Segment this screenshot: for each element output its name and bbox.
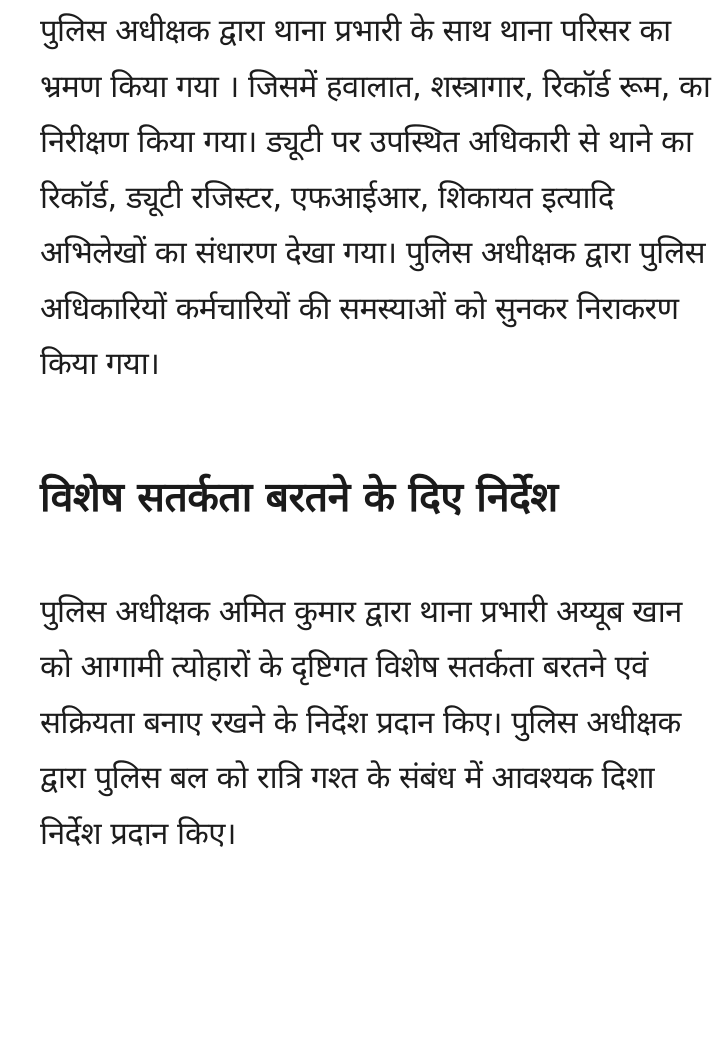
article-paragraph-inspection: पुलिस अधीक्षक द्वारा थाना प्रभारी के साथ थाना परिसर का भ्रमण किया गया । जिसमें हवालात, शस्त्रागार, रिकॉर्ड रूम, का निरीक्षण किया गया। ड्यूटी पर उपस्थित अधिकारी से थाने का रिकॉर्ड, ड्यूटी रजिस्टर, एफआईआर, शिकायत इत्यादि अभिलेखों का संधारण देखा गया। पुलिस अधीक्षक द्वारा पुलिस अधिकारियों कर्मचारियों की समस्याओं को सुनकर निराकरण किया गया। — [40, 13, 711, 382]
section-heading: विशेष सतर्कता बरतने के दिए निर्देश — [40, 472, 558, 521]
article-body — [40, 0, 712, 862]
article-paragraph-instructions: पुलिस अधीक्षक अमित कुमार द्वारा थाना प्रभारी अय्यूब खान को आगामी त्योहारों के दृष्टिगत विशेष सतर्कता बरतने एवं सक्रियता बनाए रखने के निर्देश प्रदान किए। पुलिस अधीक्षक द्वारा पुलिस बल को रात्रि गश्त के संबंध में आवश्यक दिशा निर्देश प्रदान किए। — [40, 593, 682, 852]
